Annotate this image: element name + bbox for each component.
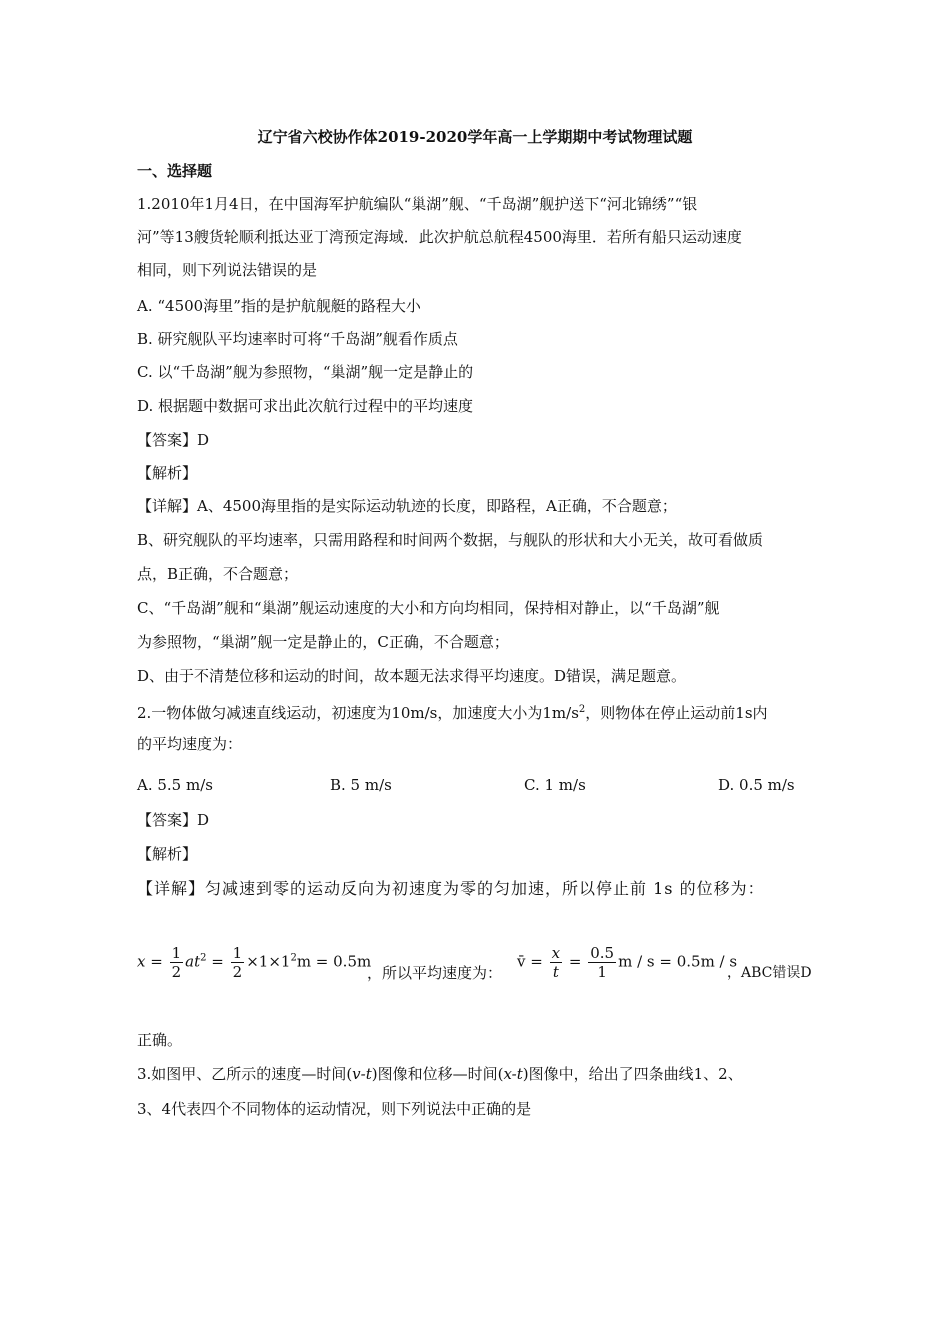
q2-explain-1: 【详解】匀减速到零的运动反向为初速度为零的匀加速，所以停止前 1s 的位移为： xyxy=(137,879,765,898)
q2-line-1-sup: 2 xyxy=(578,704,586,715)
f1-sup: 2 xyxy=(200,952,207,964)
q1-line-2: 河”等13艘货轮顺利抵达亚丁湾预定海域．此次护航总航程4500海里．若所有船只运动速度 xyxy=(137,228,742,246)
q2-line-1-a: 2.一物体做匀减速直线运动，初速度为10m/s，加速度大小为1m/s xyxy=(137,704,579,722)
q3-line-1-c: )图像中，给出了四条曲线1、2、 xyxy=(522,1065,743,1083)
f1-eq: = xyxy=(150,952,163,971)
f1-sup2: 2 xyxy=(290,952,297,964)
section-heading: 一、选择题 xyxy=(137,162,213,180)
q2-option-d: D. 0.5 m/s xyxy=(718,776,795,794)
q2-line-2: 的平均速度为： xyxy=(137,735,243,753)
q1-option-a: A. “4500海里”指的是护航舰艇的路程大小 xyxy=(137,297,421,315)
f1-tail: m = 0.5m xyxy=(296,952,372,971)
q2-end-text: ，ABC错误D xyxy=(727,965,812,981)
q3-line-1 xyxy=(137,1064,743,1084)
f1-frac2 xyxy=(231,944,245,981)
f1-term: at xyxy=(185,952,201,971)
f2-frac2 xyxy=(588,944,616,981)
f1-lhs: x xyxy=(137,952,146,971)
formula-displacement xyxy=(137,944,371,981)
q3-line-2: 3、4代表四个不同物体的运动情况，则下列说法中正确的是 xyxy=(137,1100,532,1118)
q1-option-b: B. 研究舰队平均速率时可将“千岛湖”舰看作质点 xyxy=(137,330,458,348)
q1-option-d: D. 根据题中数据可求出此次航行过程中的平均速度 xyxy=(137,397,474,415)
page-title: 辽宁省六校协作体2019-2020学年高一上学期期中考试物理试题 xyxy=(257,128,693,146)
f1-frac-num: 1 xyxy=(171,944,182,962)
q2-line-1 xyxy=(137,700,768,723)
formula-average-velocity xyxy=(517,944,737,981)
f1-frac2-num: 1 xyxy=(232,944,243,962)
f2-eq2: = xyxy=(568,952,582,971)
q1-line-1: 1.2010年1月4日，在中国海军护航编队“巢湖”舰、“千岛湖”舰护送下“河北锦绣”“银 xyxy=(137,195,698,213)
q2-option-c: C. 1 m/s xyxy=(524,776,586,794)
q1-analysis-label: 【解析】 xyxy=(137,464,198,482)
f2-frac2-num: 0.5 xyxy=(590,944,615,962)
q2-option-a: A. 5.5 m/s xyxy=(137,776,213,794)
q2-formula-row xyxy=(137,940,827,990)
q2-mid-text: ，所以平均速度为： xyxy=(367,964,503,982)
q3-line-1-a: 3.如图甲、乙所示的速度—时间( xyxy=(137,1065,353,1083)
q3-line-1-v: v-t xyxy=(352,1065,372,1083)
q1-answer: 【答案】D xyxy=(137,431,210,449)
f2-frac-den: t xyxy=(552,963,559,981)
f1-frac xyxy=(170,944,184,981)
q2-option-b: B. 5 m/s xyxy=(330,776,392,794)
q3-line-1-x: x-t xyxy=(503,1065,523,1083)
q1-explain-3: 点，B正确，不合题意； xyxy=(137,565,299,583)
q1-explain-5: 为参照物，“巢湖”舰一定是静止的，C正确，不合题意； xyxy=(137,633,509,651)
q1-explain-6: D、由于不清楚位移和运动的时间，故本题无法求得平均速度。D错误，满足题意。 xyxy=(137,667,687,685)
f1-eq2: = xyxy=(211,952,224,971)
q2-answer: 【答案】D xyxy=(137,811,210,829)
f1-frac-den: 2 xyxy=(171,963,182,981)
q2-line-1-b: ，则物体在停止运动前1s内 xyxy=(585,704,768,722)
q2-analysis-label: 【解析】 xyxy=(137,845,198,863)
q1-option-c: C. 以“千岛湖”舰为参照物，“巢湖”舰一定是静止的 xyxy=(137,363,474,381)
f2-frac-num: x xyxy=(551,944,561,962)
f1-frac2-den: 2 xyxy=(232,963,243,981)
f2-frac2-den: 1 xyxy=(597,963,607,981)
q1-explain-1: 【详解】A、4500海里指的是实际运动轨迹的长度，即路程，A正确，不合题意； xyxy=(137,497,677,515)
q3-line-1-b: )图像和位移—时间( xyxy=(371,1065,504,1083)
q1-explain-4: C、“千岛湖”舰和“巢湖”舰运动速度的大小和方向均相同，保持相对静止，以“千岛湖”舰 xyxy=(137,599,720,617)
f2-eq: = xyxy=(530,952,543,971)
f2-frac xyxy=(550,944,562,981)
f1-rest: ×1×1 xyxy=(246,952,291,971)
q1-explain-2: B、研究舰队的平均速率，只需用路程和时间两个数据，与舰队的形状和大小无关，故可看做质 xyxy=(137,531,764,549)
f2-lhs: v̄ xyxy=(517,952,526,971)
q2-explain-end: 正确。 xyxy=(137,1031,183,1049)
f2-tail: m / s = 0.5m / s xyxy=(618,952,738,971)
q1-line-3: 相同，则下列说法错误的是 xyxy=(137,261,318,279)
